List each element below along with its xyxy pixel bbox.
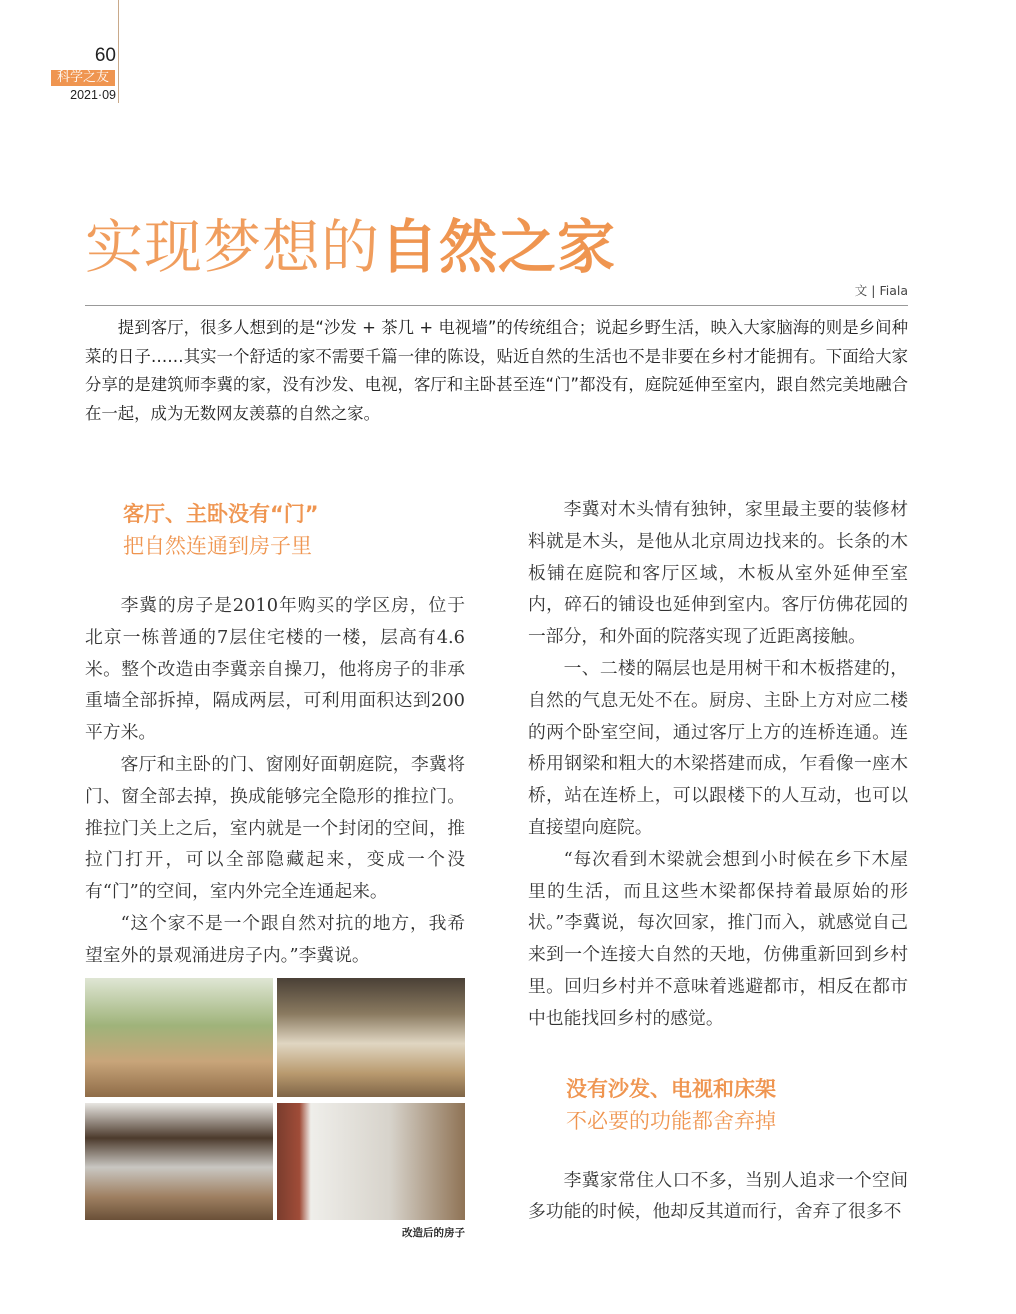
intro-paragraph: 提到客厅，很多人想到的是“沙发 + 茶几 + 电视墙”的传统组合；说起乡野生活，映入大家脑海的则是乡间种菜的日子……其实一个舒适的家不需要千篇一律的陈设，贴近自然的生活也不是非要在乡村才能拥有。下面给大家分享的是建筑师李冀的家，没有沙发、电视，客厅和主卧甚至连“门”都没有，庭院延伸至室内，跟自然完美地融合在一起，成为无数网友羡慕的自然之家。 (85, 318, 908, 423)
left-column (85, 498, 465, 972)
byline: 文 | Fiala (854, 283, 908, 298)
body-paragraph: 客厅和主卧的门、窗刚好面朝庭院，李冀将门、窗全部去掉，换成能够完全隐形的推拉门。推拉门关上之后，室内就是一个封闭的空间，推拉门打开，可以全部隐藏起来，变成一个没有“门”的空间，室内外完全连通起来。 (85, 753, 465, 903)
title-bold: 自然之家 (380, 213, 617, 281)
photo-interior (277, 1103, 465, 1220)
issue-date: 2021·09 (70, 88, 116, 102)
photo-living-room (277, 978, 465, 1097)
magazine-name: 科学之友 (51, 70, 115, 86)
body-paragraph: 李冀的房子是2010年购买的学区房，位于北京一栋普通的7层住宅楼的一楼，层高有4.6米。整个改造由李冀亲自操刀，他将房子的非承重墙全部拆掉，隔成两层，可利用面积达到200平方米。 (85, 595, 465, 744)
section2-subheading: 不必要的功能都舍弃掉 (566, 1108, 776, 1133)
body-paragraph: “这个家不是一个跟自然对抗的地方，我希望室外的景观涌进房子内。”李冀说。 (85, 912, 465, 966)
section2-heading: 没有沙发、电视和床架 (566, 1076, 776, 1101)
article-title (85, 200, 616, 284)
body-paragraph: 一、二楼的隔层也是用树干和木板搭建的，自然的气息无处不在。厨房、主卧上方对应二楼的两个卧室空间，通过客厅上方的连桥连通。连桥用钢梁和粗大的木梁搭建而成，乍看像一座木桥，站在连桥上，可以跟楼下的人互动，也可以直接望向庭院。 (528, 657, 908, 838)
body-paragraph: “每次看到木梁就会想到小时候在乡下木屋里的生活，而且这些木梁都保持着最原始的形状。”李冀说，每次回家，推门而入，就感觉自己来到一个连接大自然的天地，仿佛重新回到乡村里。回归乡村并不意味着逃避都市，相反在都市中也能找回乡村的感觉。 (528, 848, 908, 1029)
page-number: 60 (94, 45, 116, 66)
section1-subheading: 把自然连通到房子里 (123, 534, 312, 558)
photo-caption: 改造后的房子 (402, 1227, 465, 1239)
title-light: 实现梦想的 (85, 213, 381, 281)
title-rule (85, 305, 908, 306)
body-paragraph: 李冀对木头情有独钟，家里最主要的装修材料就是木头，是他从北京周边找来的。长条的木板铺在庭院和客厅区域，木板从室外延伸至室内，碎石的铺设也延伸到室内。客厅仿佛花园的一部分，和外面的院落实现了近距离接触。 (528, 499, 908, 648)
header-divider (118, 0, 119, 103)
section1-heading: 客厅、主卧没有“门” (123, 502, 319, 526)
photo-grid (85, 978, 465, 1220)
right-column (528, 494, 908, 1228)
photo-wooden-bridge (85, 1103, 273, 1220)
photo-courtyard (85, 978, 273, 1097)
body-paragraph: 李冀家常住人口不多，当别人追求一个空间多功能的时候，他却反其道而行，舍弃了很多不 (528, 1169, 908, 1223)
